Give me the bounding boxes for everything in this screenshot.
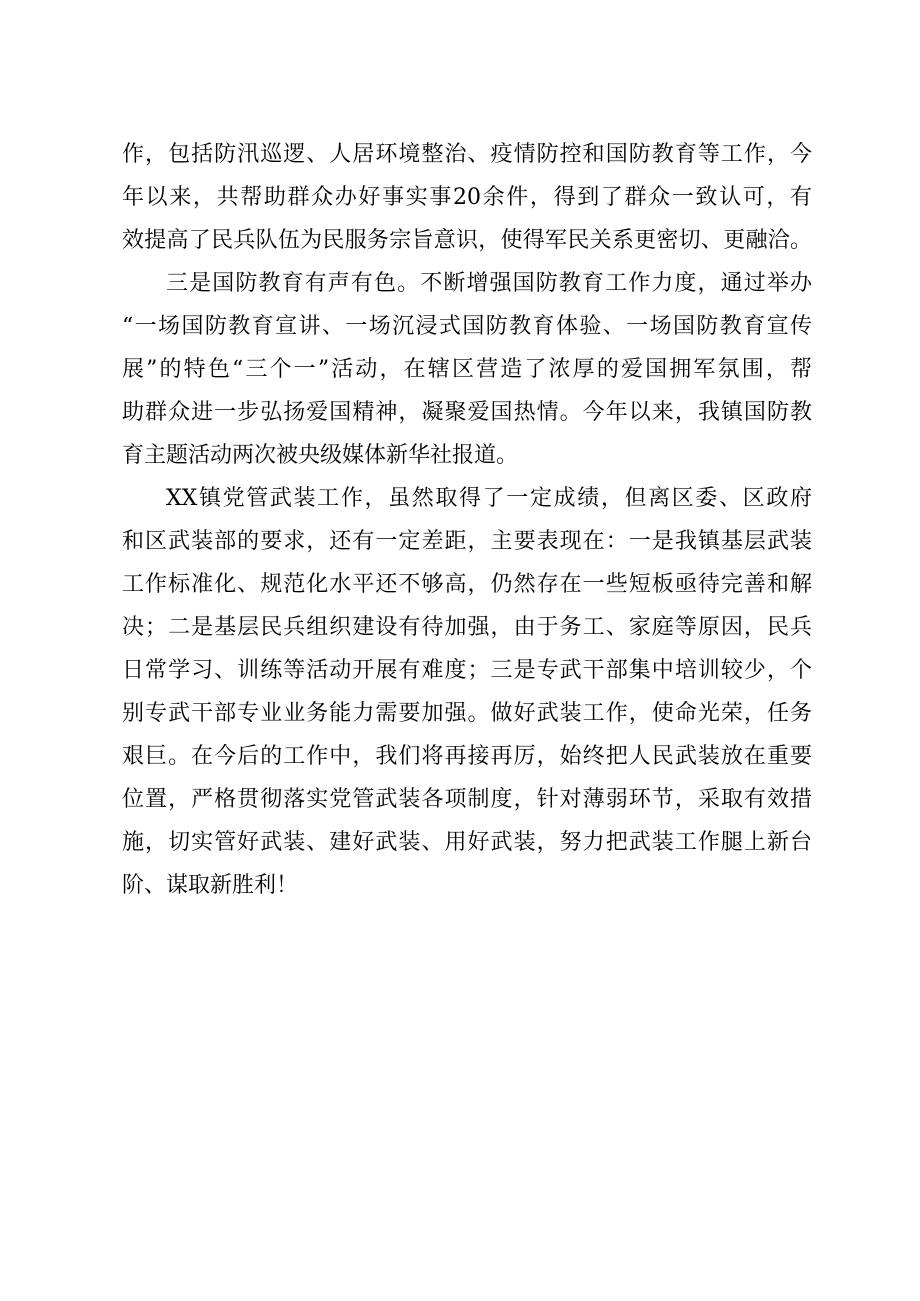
- text-line: “一场国防教育宣讲、一场沉浸式国防教育体验、一场国防教育宣传: [122, 314, 812, 339]
- text-line: 助群众进一步弘扬爱国精神，凝聚爱国热情。今年以来，我镇国防教: [122, 400, 812, 425]
- text-line: 年以来，共帮助群众办好事实事20余件，得到了群众一致认可，有: [122, 185, 812, 210]
- paragraph-end-line: 育主题活动两次被央级媒体新华社报道。: [122, 443, 519, 468]
- text-line: 日常学习、训练等活动开展有难度；三是专武干部集中培训较少，个: [122, 658, 812, 683]
- text-line: 和区武装部的要求，还有一定差距，主要表现在：一是我镇基层武装: [122, 529, 812, 554]
- paragraph-end-line: 阶、谋取新胜利！: [122, 873, 299, 898]
- text-line: 工作标准化、规范化水平还不够高，仍然存在一些短板亟待完善和解: [122, 572, 812, 597]
- text-line: 施，切实管好武装、建好武装、用好武装，努力把武装工作腿上新台: [122, 830, 812, 855]
- text-line: 作，包括防汛巡逻、人居环境整治、疫情防控和国防教育等工作，今: [122, 142, 812, 167]
- text-line: 展”的特色“三个一”活动，在辖区营造了浓厚的爱国拥军氛围，帮: [122, 357, 812, 382]
- text-line: 艰巨。在今后的工作中，我们将再接再厉，始终把人民武装放在重要: [122, 744, 812, 769]
- text-line: 位置，严格贯彻落实党管武装各项制度，针对薄弱环节，采取有效措: [122, 787, 812, 812]
- text-line: 别专武干部专业业务能力需要加强。做好武装工作，使命光荣，任务: [122, 701, 812, 726]
- text-line: 效提高了民兵队伍为民服务宗旨意识，使得军民关系更密切、更融洽。: [122, 228, 812, 253]
- paragraph-start-line: XX镇党管武装工作，虽然取得了一定成绩，但离区委、区政府: [166, 486, 812, 511]
- text-line: 决；二是基层民兵组织建设有待加强，由于务工、家庭等原因，民兵: [122, 615, 812, 640]
- paragraph-start-line: 三是国防教育有声有色。不断增强国防教育工作力度，通过举办: [166, 271, 812, 296]
